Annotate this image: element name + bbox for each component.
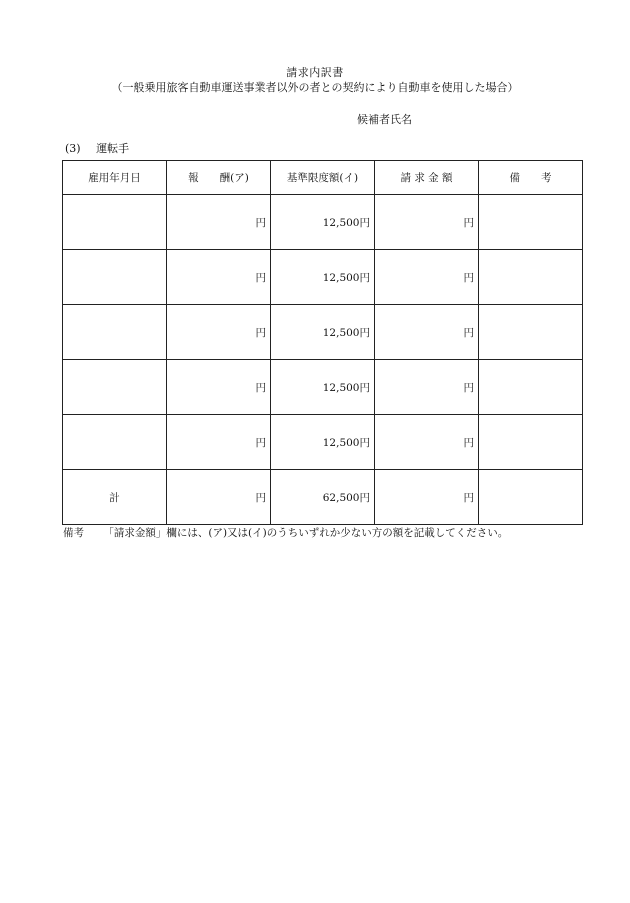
fee-cell[interactable]: 円 (167, 415, 271, 470)
section-heading (65, 140, 129, 156)
claim-breakdown-table (62, 160, 583, 525)
footnote-label: 備考 (63, 527, 84, 539)
standard-limit-cell: 12,500円 (271, 305, 375, 360)
section-number: (3) (65, 142, 81, 155)
header-fee: 報 酬(ア) (167, 161, 271, 195)
total-fee-cell[interactable]: 円 (167, 470, 271, 525)
standard-limit-cell: 12,500円 (271, 360, 375, 415)
employment-date-cell[interactable] (63, 360, 167, 415)
document-title: 請求内訳書 (286, 66, 344, 79)
remarks-cell[interactable] (479, 305, 583, 360)
total-standard-limit-cell: 62,500円 (271, 470, 375, 525)
table-row (63, 195, 583, 250)
standard-limit-cell: 12,500円 (271, 250, 375, 305)
header-employment-date: 雇用年月日 (63, 161, 167, 195)
candidate-name-label: 候補者氏名 (357, 113, 412, 126)
claim-amount-cell[interactable]: 円 (375, 415, 479, 470)
employment-date-cell[interactable] (63, 195, 167, 250)
footnote-text: 「請求金額」欄には、(ア)又は(イ)のうちいずれか少ない方の額を記載してください。 (103, 527, 509, 539)
remarks-cell[interactable] (479, 360, 583, 415)
remarks-cell[interactable] (479, 195, 583, 250)
header-standard-limit: 基準限度額(イ) (271, 161, 375, 195)
remarks-cell[interactable] (479, 415, 583, 470)
table-header-row (63, 161, 583, 195)
fee-cell[interactable]: 円 (167, 195, 271, 250)
fee-cell[interactable]: 円 (167, 250, 271, 305)
employment-date-cell[interactable] (63, 250, 167, 305)
standard-limit-cell: 12,500円 (271, 195, 375, 250)
fee-cell[interactable]: 円 (167, 305, 271, 360)
header-claim-amount: 請 求 金 額 (375, 161, 479, 195)
table-row (63, 360, 583, 415)
total-row (63, 470, 583, 525)
employment-date-cell[interactable] (63, 305, 167, 360)
header-remarks: 備 考 (479, 161, 583, 195)
fee-cell[interactable]: 円 (167, 360, 271, 415)
claim-amount-cell[interactable]: 円 (375, 195, 479, 250)
section-label: 運転手 (96, 142, 130, 155)
total-claim-amount-cell[interactable]: 円 (375, 470, 479, 525)
standard-limit-cell: 12,500円 (271, 415, 375, 470)
table-row (63, 305, 583, 360)
claim-amount-cell[interactable]: 円 (375, 250, 479, 305)
total-remarks-cell[interactable] (479, 470, 583, 525)
document-subtitle: （一般乗用旅客自動車運送事業者以外の者との契約により自動車を使用した場合） (111, 81, 519, 94)
total-label: 計 (63, 470, 167, 525)
claim-amount-cell[interactable]: 円 (375, 305, 479, 360)
table-row (63, 415, 583, 470)
remarks-cell[interactable] (479, 250, 583, 305)
table-row (63, 250, 583, 305)
claim-amount-cell[interactable]: 円 (375, 360, 479, 415)
footnote (63, 525, 508, 540)
employment-date-cell[interactable] (63, 415, 167, 470)
